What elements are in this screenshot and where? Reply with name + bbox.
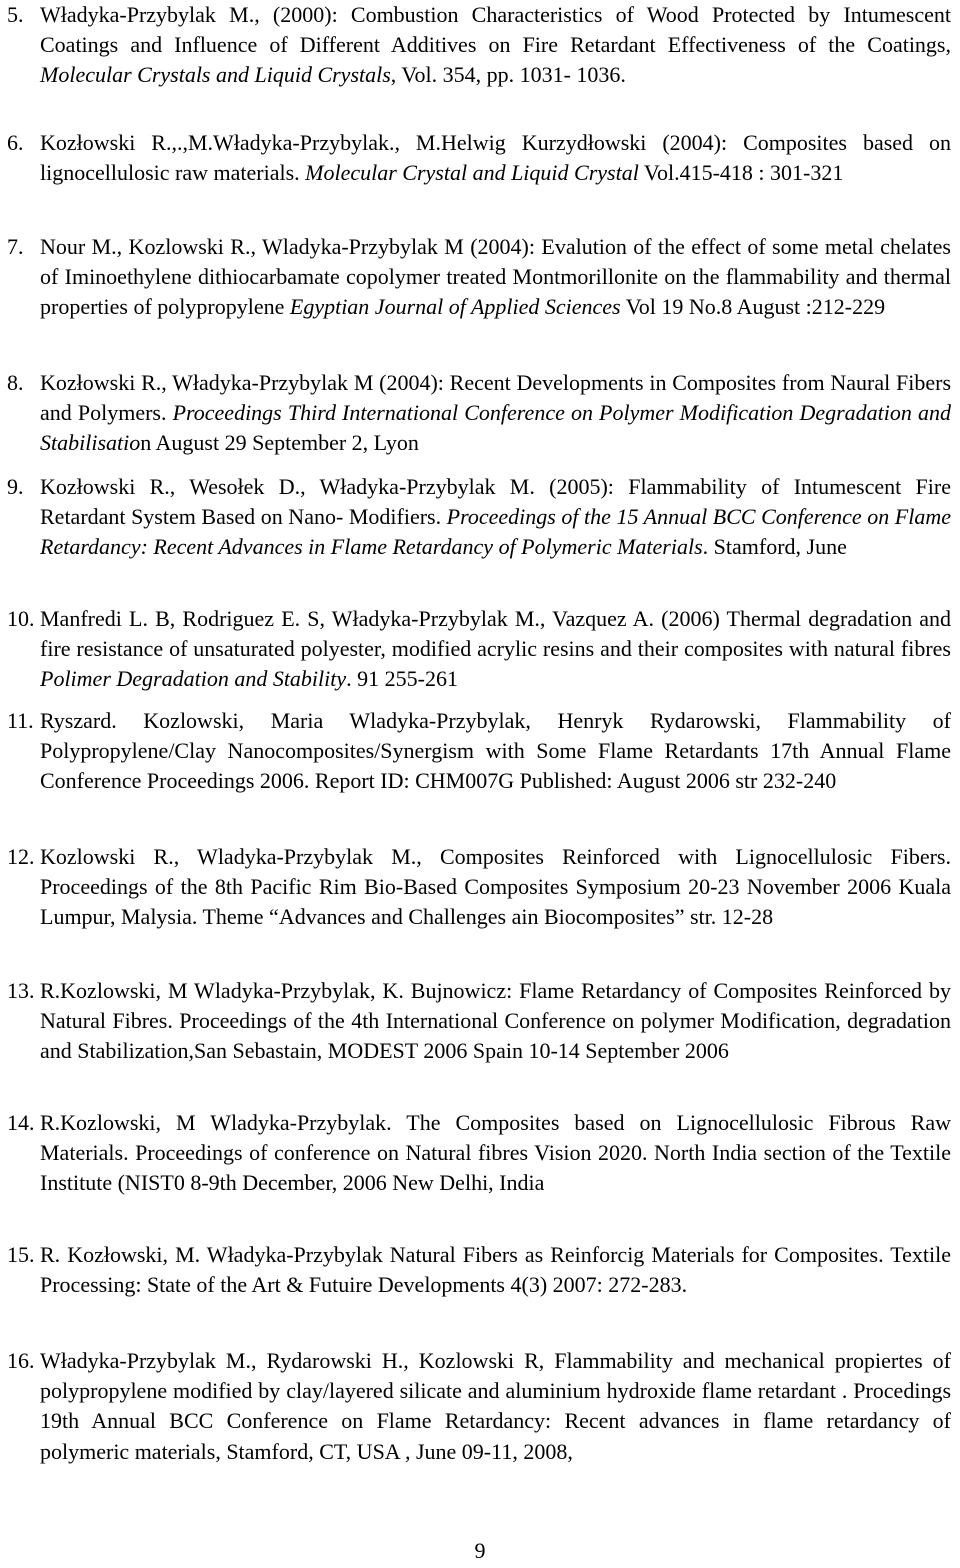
reference-source-title: Molecular Crystals and Liquid Crystals: [40, 62, 391, 88]
reference-text: [40, 1108, 951, 1199]
reference-segment: R.Kozlowski, M Wladyka-Przybylak. The Composites based on Lignocellulosic Fibrous Raw Materials. Proceedings of conference on Natural fibres Vision 2020. North India section of the Textile Institute (NIST0 8-9th December, 2006 New Delhi, India: [40, 1110, 951, 1196]
reference-number: 6.: [7, 130, 24, 155]
page-number: 9: [474, 1538, 486, 1563]
reference-number: 7.: [7, 234, 24, 259]
reference-segment: Kozłowski R., Wesołek D., Władyka-Przybylak M. (2005): Flammability of Intumescent Fire Retardant System Based on Nano- Modifiers.: [40, 474, 951, 530]
reference-number: 12.: [7, 844, 35, 869]
reference-number: 8.: [7, 370, 24, 395]
reference-segment: n August 29 September 2, Lyon: [140, 430, 419, 456]
reference-segment: R. Kozłowski, M. Władyka-Przybylak Natural Fibers as Reinforcig Materials for Composites. Textile Processing: State of the Art & Futuire Developments 4(3) 2007: 272-283.: [40, 1242, 951, 1298]
reference-segment: R.Kozlowski, M Wladyka-Przybylak, K. Bujnowicz: Flame Retardancy of Composites Reinforced by Natural Fibres. Proceedings of the 4th International Conference on polymer Modification, degradation and Stabilization,San Sebastain, MODEST 2006 Spain 10-14 September 2006: [40, 978, 951, 1064]
reference-number: 11.: [7, 708, 34, 733]
reference-segment: Ryszard. Kozlowski, Maria Wladyka-Przybylak, Henryk Rydarowski, Flammability of Polypropylene/Clay Nanocomposites/Synergism with Some Flame Retardants 17th Annual Flame Conference Proceedings 2006. Report ID: CHM007G Published: August 2006 str 232-240: [40, 708, 951, 794]
reference-number: 15.: [7, 1242, 35, 1267]
reference-number: 9.: [7, 474, 24, 499]
reference-segment: , Vol. 354, pp. 1031- 1036.: [390, 62, 626, 88]
reference-source-title: Proceedings Third International Conference on Polymer Modification Degradation and Stabilisatio: [40, 400, 951, 456]
reference-source-title: Polimer Degradation and Stability: [40, 666, 347, 692]
reference-text: [40, 368, 951, 459]
reference-number: 10.: [7, 606, 35, 631]
reference-text: [40, 604, 951, 695]
reference-source-title: Molecular Crystal and Liquid Crystal: [305, 160, 639, 186]
reference-segment: Kozlowski R., Wladyka-Przybylak M., Composites Reinforced with Lignocellulosic Fibers. Proceedings of the 8th Pacific Rim Bio-Based Composites Symposium 20-23 November 2006 Kuala Lumpur, Malysia. Theme “Advances and Challenges ain Biocomposites” str. 12-28: [40, 844, 951, 930]
reference-number: 5.: [7, 2, 24, 27]
reference-number: 13.: [7, 978, 35, 1003]
reference-text: [40, 232, 951, 323]
reference-text: [40, 472, 951, 563]
reference-text: [40, 128, 951, 188]
reference-segment: Kozłowski R.,.,M.Władyka-Przybylak., M.Helwig Kurzydłowski (2004): Composites based on lignocellulosic raw materials.: [40, 130, 951, 186]
reference-segment: Nour M., Kozlowski R., Wladyka-Przybylak M (2004): Evalution of the effect of some metal chelates of Iminoethylene dithiocarbamate copolymer treated Montmorillonite on the flammability and thermal properties of polypropylene: [40, 234, 951, 320]
reference-source-title: Egyptian Journal of Applied Sciences: [289, 294, 621, 320]
reference-segment: Vol.415-418 : 301-321: [638, 160, 844, 186]
reference-segment: Władyka-Przybylak M., (2000): Combustion Characteristics of Wood Protected by Intumescent Coatings and Influence of Different Additives on Fire Retardant Effectiveness of the Coatings,: [40, 2, 951, 58]
reference-segment: . 91 255-261: [346, 666, 458, 692]
reference-segment: Kozłowski R., Władyka-Przybylak M (2004): Recent Developments in Composites from Naural Fibers and Polymers.: [40, 370, 951, 426]
reference-segment: Władyka-Przybylak M., Rydarowski H., Kozlowski R, Flammability and mechanical propiertes of polypropylene modified by clay/layered silicate and aluminium hydroxide flame retardant . Procedings 19th Annual BCC Conference on Flame Retardancy: Recent advances in flame retardancy of polymeric materials, Stamford, CT, USA , June 09-11, 2008,: [40, 1348, 951, 1464]
reference-text: [40, 1346, 951, 1467]
reference-text: [40, 976, 951, 1067]
reference-source-title: Proceedings of the 15 Annual BCC Conference on Flame Retardancy: Recent Advances in Flame Retardancy of Polymeric Materials: [40, 504, 952, 560]
reference-text: [40, 1240, 951, 1300]
reference-number: 16.: [7, 1348, 35, 1373]
reference-segment: . Stamford, June: [702, 534, 847, 560]
reference-number: 14.: [7, 1110, 35, 1135]
reference-text: [40, 706, 951, 797]
reference-text: [40, 842, 951, 933]
reference-segment: Manfredi L. B, Rodriguez E. S, Władyka-Przybylak M., Vazquez A. (2006) Thermal degradation and fire resistance of unsaturated polyester, modified acrylic resins and their composites with natural fibres: [40, 606, 951, 662]
reference-text: [40, 0, 951, 91]
reference-segment: Vol 19 No.8 August :212-229: [620, 294, 886, 320]
